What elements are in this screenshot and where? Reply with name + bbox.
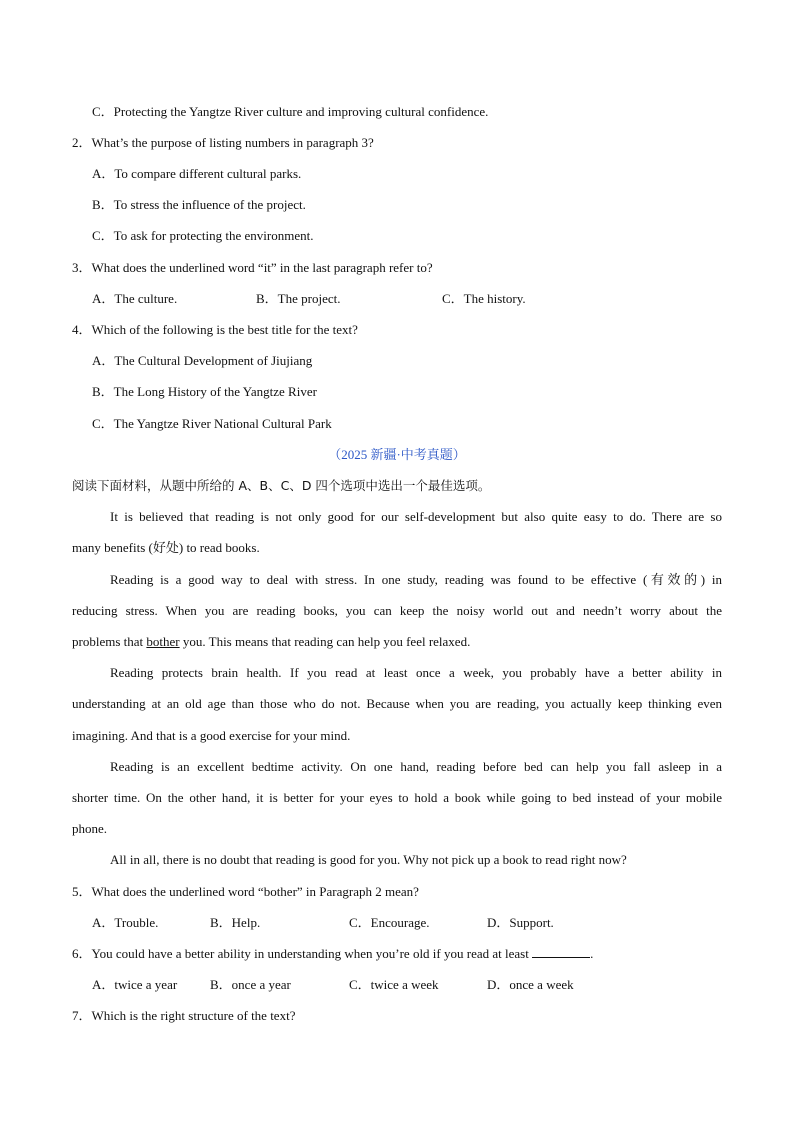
q3-option-c[interactable]: C．The history. xyxy=(442,291,526,306)
passage-p1-line1: It is believed that reading is not only good for our self-development but also quite easy to do. There are so xyxy=(110,509,722,524)
q6-option-c[interactable]: C．twice a week xyxy=(349,977,439,992)
q2-option-c[interactable]: C．To ask for protecting the environment. xyxy=(92,228,314,243)
q3-option-b[interactable]: B．The project. xyxy=(256,291,341,306)
q3-stem: 3．What does the underlined word “it” in the last paragraph refer to? xyxy=(72,260,433,275)
q4-option-a[interactable]: A．The Cultural Development of Jiujiang xyxy=(92,353,313,368)
passage-p3-line1: Reading protects brain health. If you read at least once a week, you probably have a better ability in xyxy=(110,665,722,680)
passage-text: problems that xyxy=(72,634,147,649)
q3-option-a[interactable]: A．The culture. xyxy=(92,291,178,306)
passage-text: you. This means that reading can help you feel relaxed. xyxy=(179,634,471,649)
q1-option-c[interactable]: C．Protecting the Yangtze River culture and improving cultural confidence. xyxy=(92,104,489,119)
q7-stem: 7．Which is the right structure of the text? xyxy=(72,1008,296,1023)
q5-option-a[interactable]: A．Trouble. xyxy=(92,915,159,930)
passage-p4-line1: Reading is an excellent bedtime activity. On one hand, reading before bed can help you fall asleep in a xyxy=(110,759,722,774)
q2-option-a[interactable]: A．To compare different cultural parks. xyxy=(92,166,302,181)
passage-p3-line3: imagining. And that is a good exercise for your mind. xyxy=(72,728,351,743)
passage-p4-line3: phone. xyxy=(72,821,108,836)
instruction: 阅读下面材料，从题中所给的 A、B、C、D 四个选项中选出一个最佳选项。 xyxy=(72,478,491,493)
source-label: （2025 新疆·中考真题） xyxy=(328,447,466,462)
q4-option-b[interactable]: B．The Long History of the Yangtze River xyxy=(92,384,317,399)
passage-p2-line3 xyxy=(72,634,470,650)
underlined-word-bother: bother xyxy=(146,634,180,649)
q6-stem: 6．You could have a better ability in understanding when you’re old if you read at least xyxy=(72,946,529,961)
q6-option-b[interactable]: B．once a year xyxy=(210,977,291,992)
passage-p5-line1: All in all, there is no doubt that reading is good for you. Why not pick up a book to read right now? xyxy=(110,852,627,867)
q2-option-b[interactable]: B．To stress the influence of the project. xyxy=(92,197,306,212)
q4-stem: 4．Which of the following is the best title for the text? xyxy=(72,322,358,337)
passage-p2-line1: Reading is a good way to deal with stress. In one study, reading was found to be effective (有效的) in xyxy=(110,572,722,587)
q5-stem: 5．What does the underlined word “bother” in Paragraph 2 mean? xyxy=(72,884,419,899)
answer-blank[interactable] xyxy=(532,946,590,958)
q2-stem: 2．What’s the purpose of listing numbers in paragraph 3? xyxy=(72,135,374,150)
q4-option-c[interactable]: C．The Yangtze River National Cultural Park xyxy=(92,416,332,431)
q6-stem-line xyxy=(72,946,593,962)
q6-stem-end: . xyxy=(590,946,594,961)
q6-option-a[interactable]: A．twice a year xyxy=(92,977,178,992)
passage-p3-line2: understanding at an old age than those who do not. Because when you are reading, you actually keep thinking even xyxy=(72,696,722,711)
q6-option-d[interactable]: D．once a week xyxy=(487,977,574,992)
passage-p4-line2: shorter time. On the other hand, it is better for your eyes to hold a book while going to bed instead of your mobile xyxy=(72,790,722,805)
passage-p1-line2: many benefits (好处) to read books. xyxy=(72,540,260,555)
q5-option-c[interactable]: C．Encourage. xyxy=(349,915,430,930)
q5-option-d[interactable]: D．Support. xyxy=(487,915,554,930)
passage-p2-line2: reducing stress. When you are reading books, you can keep the noisy world out and needn’t worry about the xyxy=(72,603,722,618)
q5-option-b[interactable]: B．Help. xyxy=(210,915,261,930)
